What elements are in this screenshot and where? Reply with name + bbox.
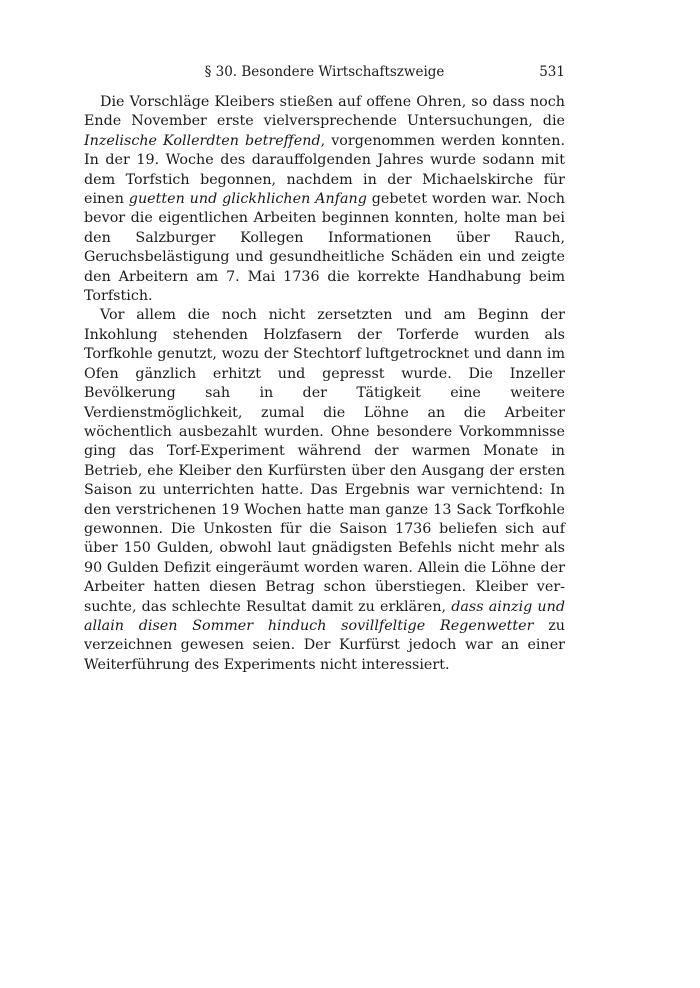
body-text bbox=[84, 93, 565, 675]
paragraph-1-italic-quote: Inzelische Kollerdten betreffend bbox=[84, 132, 321, 149]
paragraph-2-text: Vor allem die noch nicht zersetzten und am Beginn der Inkohlung stehenden Holzfasern der Torferde wurden als Torfkohle genutzt, wozu der Stechtorf luftgetrocknet und dann im Ofen gänzlich erhitzt und gepresst wurde. Die Inzeller Bevölkerung sah in der Tätigkeit eine weitere Verdienstmöglichkeit, zumal die Löhne an die Arbeiter wöchentlich ausbezahlt wurden. Ohne besondere Vorkommnisse ging das Torf-Experiment während der warmen Monate in Betrieb, ehe Kleiber den Kurfürsten über den Ausgang der ersten Saison zu unterrichten hatte. Das Ergebnis war vernichtend: In den verstrichenen 19 Wochen hatte man ganze 13 Sack Torfkohle gewonnen. Die Unkosten für die Saison 1736 beliefen sich auf über 150 Gulden, obwohl laut gnädigsten Befehls nicht mehr als 90 Gulden Defizit eingeräumt worden waren. Allein die Löhne der Arbeiter hatten diesen Betrag schon überstiegen. Kleiber versuchte, das schlechte Resultat damit zu erklären, bbox=[84, 307, 565, 615]
running-title: § 30. Besondere Wirtschaftszweige bbox=[204, 64, 445, 80]
running-head bbox=[84, 62, 565, 82]
paragraph-2-text: zu verzeichnen gewesen seien. Der Kurfürst jedoch war an einer Weiterführung des Experiments nicht interessiert. bbox=[84, 617, 565, 673]
paragraph-1-text: Die Vorschläge Kleibers stießen auf offene Ohren, so dass noch Ende November erste vielversprechende Untersuchungen, die bbox=[84, 94, 565, 130]
paragraph-1-italic-quote: guetten und glickhlichen Anfang bbox=[128, 191, 367, 208]
paragraph-1 bbox=[84, 93, 565, 306]
paragraph-1-text: gebetet worden war. Noch bevor die eigentlichen Arbeiten beginnen konnten, holte man bei den Salzburger Kollegen Informationen über Rauch, Geruchsbelästigung und gesundheitliche Schäden ein und zeigte den Arbeitern am 7. Mai 1736 die korrekte Handhabung beim Torfstich. bbox=[84, 191, 565, 305]
page-number: 531 bbox=[539, 64, 565, 80]
paragraph-2-italic-quote: dass ainzig und allain disen Sommer hinduch sovillfeltige Regenwetter bbox=[84, 598, 566, 634]
paragraph-2 bbox=[84, 306, 565, 675]
paragraph-1-text: , vorgenommen werden konnten. In der 19. Woche des darauffolgenden Jahres wurde sodann mit dem Torfstich begonnen, nachdem in der Michaelskirche für einen bbox=[84, 132, 566, 208]
